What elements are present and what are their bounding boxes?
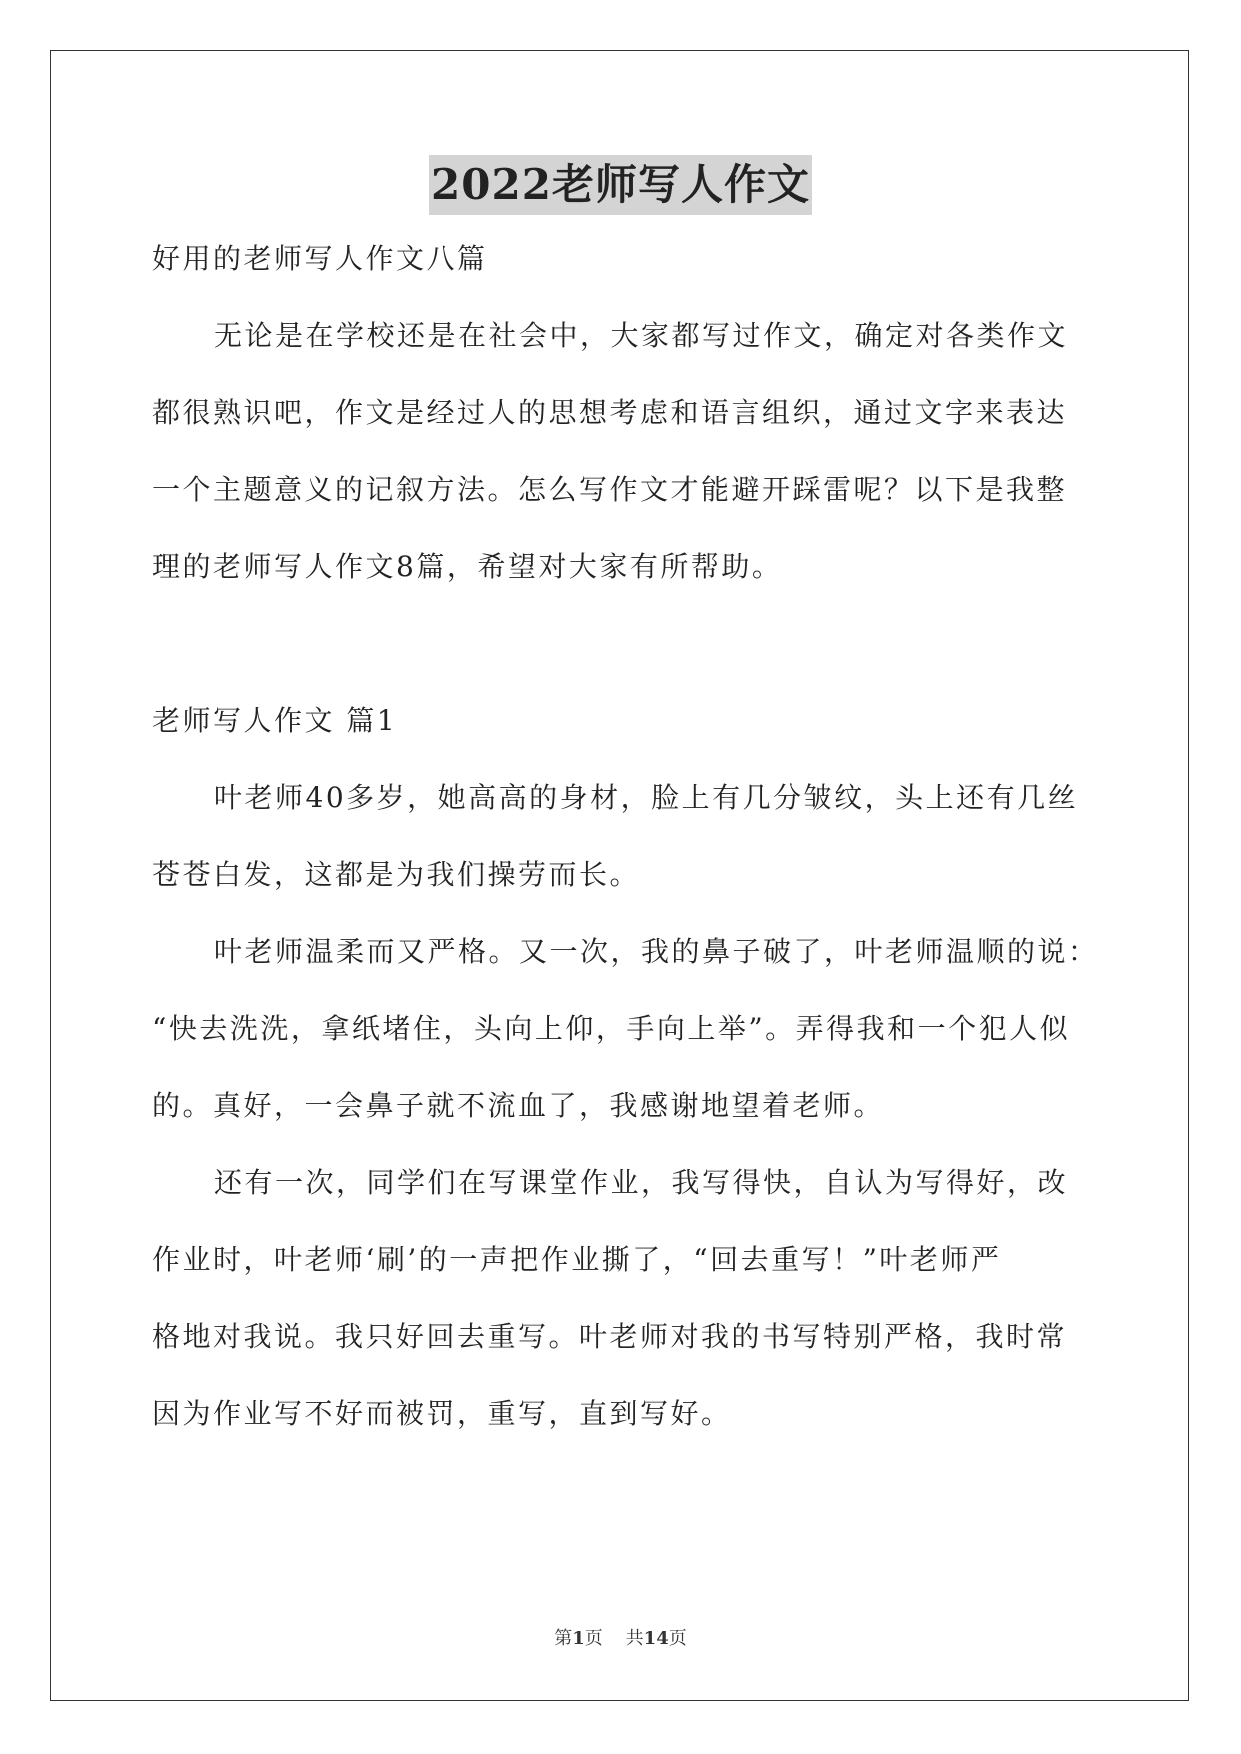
paragraph-3-line: 还有一次，同学们在写课堂作业，我写得快，自认为写得好，改 <box>214 1166 1069 1199</box>
page-total: 14 <box>643 1628 669 1649</box>
section-heading: 老师写人作文 篇1 <box>152 704 398 737</box>
document-title: 2022老师写人作文 <box>429 155 812 215</box>
page-current: 1 <box>572 1628 585 1649</box>
page-unit: 页 <box>584 1628 603 1649</box>
page-prefix: 第 <box>554 1628 573 1649</box>
paragraph-2-line: “快去洗洗，拿纸堵住，头向上仰，手向上举”。弄得我和一个犯人似 <box>152 1012 1071 1045</box>
total-unit: 页 <box>668 1628 687 1649</box>
blank-line <box>152 619 1092 696</box>
title-container <box>0 155 1241 215</box>
intro-line: 无论是在学校还是在社会中，大家都写过作文，确定对各类作文 <box>214 319 1069 352</box>
paragraph-3-line: 作业时，叶老师‘刷’的一声把作业撕了，“回去重写！”叶老师严 <box>152 1243 1002 1276</box>
paragraph-3-line: 因为作业写不好而被罚，重写，直到写好。 <box>152 1397 732 1430</box>
paragraph-2-line: 的。真好，一会鼻子就不流血了，我感谢地望着老师。 <box>152 1089 885 1122</box>
intro-line: 都很熟识吧，作文是经过人的思想考虑和语言组织，通过文字来表达 <box>152 396 1068 429</box>
paragraph-3-line: 格地对我说。我只好回去重写。叶老师对我的书写特别严格，我时常 <box>152 1320 1068 1353</box>
total-prefix: 共 <box>625 1628 644 1649</box>
paragraph-1-line: 叶老师40多岁，她高高的身材，脸上有几分皱纹，头上还有几丝 <box>214 781 1079 814</box>
intro-line: 理的老师写人作文8篇，希望对大家有所帮助。 <box>152 550 783 583</box>
page-footer <box>0 1624 1241 1650</box>
paragraph-2-line: 叶老师温柔而又严格。又一次，我的鼻子破了，叶老师温顺的说： <box>214 935 1099 968</box>
document-subtitle: 好用的老师写人作文八篇 <box>152 242 488 275</box>
intro-line: 一个主题意义的记叙方法。怎么写作文才能避开踩雷呢？以下是我整 <box>152 473 1068 506</box>
paragraph-1-line: 苍苍白发，这都是为我们操劳而长。 <box>152 858 641 891</box>
document-body <box>152 234 1099 1466</box>
